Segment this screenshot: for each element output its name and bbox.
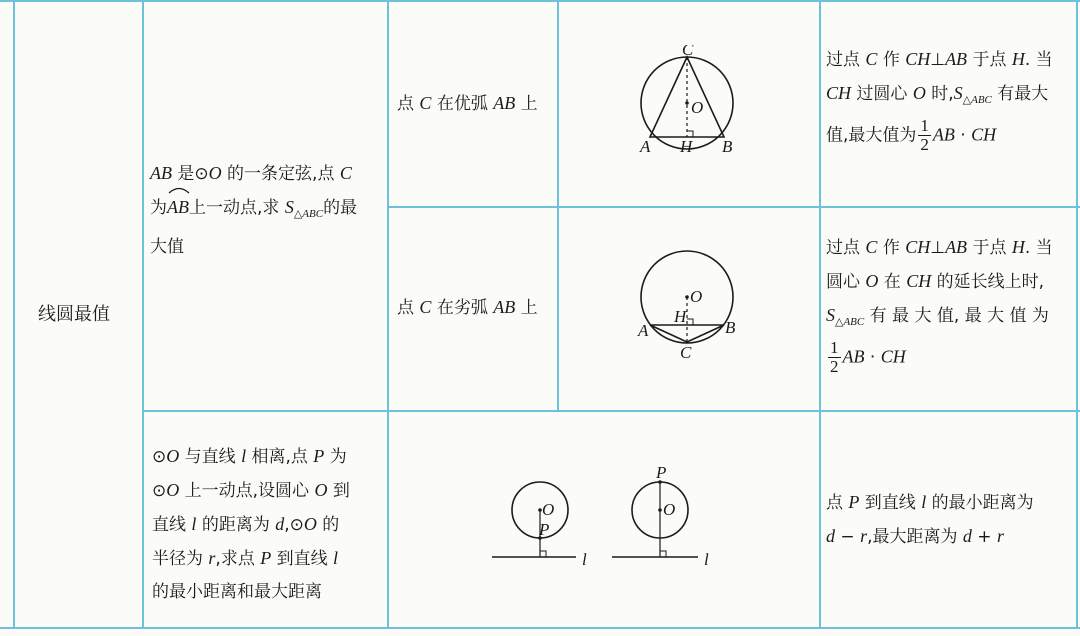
- column-divider: [387, 0, 389, 629]
- text-run: 在优弧: [431, 94, 494, 114]
- right-angle-mark: [660, 551, 666, 557]
- problem2-line: [152, 508, 386, 542]
- math-var: AB: [493, 297, 516, 317]
- math-subscript: △ABC: [293, 208, 324, 220]
- case2-condition: [397, 291, 538, 325]
- math-var: C: [419, 93, 432, 113]
- text-run: 时,: [925, 84, 954, 104]
- fraction: [828, 339, 841, 376]
- row-divider: [0, 0, 1080, 2]
- label-b: B: [722, 137, 733, 156]
- center-dot: [685, 101, 689, 105]
- label-p: P: [656, 463, 667, 482]
- label-a: A: [640, 137, 651, 156]
- result-line: [826, 339, 1076, 376]
- result-line: [826, 486, 1076, 520]
- math-var: CH: [971, 124, 997, 145]
- math-var: r: [996, 526, 1004, 546]
- result-line: [826, 43, 1076, 77]
- row-divider: [388, 206, 1080, 208]
- math-var: S: [953, 83, 963, 103]
- problem2-text: [152, 440, 386, 609]
- math-var: r: [208, 548, 216, 568]
- text-run: 作: [877, 50, 906, 70]
- column-divider: [819, 0, 821, 629]
- math-var: S: [284, 197, 294, 217]
- text-run: 上一动点,求: [189, 198, 285, 218]
- result-line: [826, 77, 1076, 117]
- category-text: 线圆最值: [38, 304, 110, 325]
- math-var: CH: [906, 271, 932, 291]
- text-run: ⊥: [930, 238, 946, 258]
- fraction: [918, 117, 931, 154]
- text-run: 的最小距离为: [926, 493, 1034, 513]
- problem1-text: [150, 157, 386, 264]
- text-run: ·: [864, 347, 881, 368]
- math-var: AB: [842, 346, 865, 367]
- math-var: C: [419, 297, 432, 317]
- math-var: O: [865, 271, 879, 291]
- math-var: C: [865, 237, 878, 257]
- text-run: 在劣弧: [431, 298, 494, 318]
- text-run: 的延长线上时,: [931, 272, 1045, 292]
- fraction-denominator: 2: [830, 357, 839, 376]
- fraction-numerator: 1: [830, 338, 839, 357]
- problem1-line: [150, 231, 386, 264]
- case1-result: [826, 43, 1076, 154]
- label-l: l: [582, 550, 587, 569]
- category-label: [38, 298, 110, 331]
- fraction-numerator: 1: [920, 116, 929, 135]
- arc-mark-icon: [167, 186, 191, 194]
- label-o: O: [691, 98, 704, 117]
- max-distance-figure: [610, 462, 720, 570]
- text-run: 相离,点: [246, 447, 314, 467]
- math-var: P: [313, 446, 325, 466]
- text-run: ⊙: [152, 481, 167, 501]
- math-var: P: [848, 492, 860, 512]
- text-run: 圆心: [826, 272, 866, 292]
- text-run: 有 最 大 值, 最 大 值 为: [864, 306, 1049, 326]
- result-line: [826, 265, 1076, 299]
- text-run: ⊥: [930, 50, 946, 70]
- result-line: [826, 520, 1076, 554]
- math-var: CH: [905, 237, 931, 257]
- text-run: +: [971, 527, 997, 547]
- math-var: C: [339, 163, 352, 183]
- text-run: 上: [515, 94, 538, 114]
- text-run: 到直线: [859, 493, 922, 513]
- text-run: 过点: [826, 50, 866, 70]
- label-c: C: [680, 343, 692, 361]
- text-run: 到直线: [271, 549, 334, 569]
- text-run: 的最: [323, 198, 358, 218]
- column-divider: [13, 0, 15, 629]
- math-var: H: [1011, 237, 1025, 257]
- min-distance-figure: [490, 478, 600, 570]
- text-run: . 当: [1024, 238, 1053, 258]
- math-subscript: △ABC: [835, 316, 865, 328]
- math-var: l: [333, 548, 339, 568]
- math-var: CH: [880, 346, 906, 367]
- math-var: AB: [167, 197, 189, 217]
- case2-result: [826, 231, 1076, 376]
- problem2-line: [152, 542, 386, 576]
- arc-ab: [167, 191, 189, 225]
- text-run: 是⊙: [172, 164, 209, 184]
- text-run: 的距离为: [196, 515, 276, 535]
- label-h: H: [680, 137, 693, 156]
- text-run: 于点: [967, 50, 1012, 70]
- text-run: 的一条定弦,点: [221, 164, 340, 184]
- math-subscript: △ABC: [962, 94, 992, 106]
- math-var: d: [962, 526, 972, 546]
- column-divider: [557, 0, 559, 411]
- math-var: d: [826, 526, 835, 546]
- math-var: O: [314, 480, 328, 500]
- text-run: ⊙: [152, 447, 167, 467]
- math-var: O: [303, 514, 317, 534]
- text-run: 点: [397, 94, 420, 114]
- result-line: [826, 117, 1076, 154]
- math-var: O: [166, 446, 180, 466]
- text-run: 点: [826, 493, 849, 513]
- label-c: C: [682, 45, 694, 59]
- label-o: O: [542, 500, 555, 519]
- math-var: C: [865, 49, 878, 69]
- math-var: l: [921, 492, 927, 512]
- center-dot: [685, 295, 689, 299]
- math-var: AB: [945, 237, 968, 257]
- fraction-denominator: 2: [920, 135, 929, 154]
- row-divider: [0, 627, 1080, 629]
- math-var: r: [860, 526, 868, 546]
- text-run: 与直线: [179, 447, 242, 467]
- text-run: 有最大: [991, 84, 1049, 104]
- math-var: O: [208, 163, 222, 183]
- text-run: 为: [324, 447, 347, 467]
- text-run: 的: [316, 515, 340, 535]
- label-o: O: [663, 500, 676, 519]
- text-run: ,⊙: [284, 515, 304, 535]
- math-var: d: [275, 514, 285, 534]
- text-run: 点: [397, 298, 420, 318]
- math-var: l: [191, 514, 197, 534]
- text-run: 值,最大值为: [826, 125, 917, 146]
- problem2-line: [152, 474, 386, 508]
- column-divider: [142, 0, 144, 629]
- text-run: 到: [327, 481, 350, 501]
- right-angle-mark: [687, 319, 693, 325]
- text-run: 作: [877, 238, 906, 258]
- math-var: AB: [493, 93, 516, 113]
- math-var: AB: [932, 124, 955, 145]
- math-var: H: [1011, 49, 1025, 69]
- math-var: S: [826, 305, 835, 325]
- problem1-line: [150, 191, 386, 231]
- center-dot: [658, 508, 662, 512]
- case1-condition: [397, 87, 538, 121]
- label-p: P: [539, 520, 550, 539]
- text-run: ,最大距离为: [867, 527, 963, 547]
- label-l: l: [704, 550, 709, 569]
- text-run: 于点: [967, 238, 1012, 258]
- label-a: A: [638, 321, 649, 340]
- text-run: 上: [515, 298, 538, 318]
- text-run: 过圆心: [851, 84, 913, 104]
- text-run: ,求点: [215, 549, 261, 569]
- text-run: 过点: [826, 238, 866, 258]
- case1-figure: [630, 45, 750, 157]
- right-angle-mark: [540, 551, 546, 557]
- text-run: −: [835, 527, 861, 547]
- math-var: l: [241, 446, 247, 466]
- math-var: O: [912, 83, 926, 103]
- text-run: . 当: [1024, 50, 1053, 70]
- text-run: 为: [150, 198, 167, 218]
- problem2-result: [826, 486, 1076, 554]
- text-run: 在: [878, 272, 907, 292]
- math-var: CH: [905, 49, 931, 69]
- result-line: [826, 299, 1076, 339]
- row-divider: [143, 410, 1080, 412]
- math-var: O: [166, 480, 180, 500]
- text-run: ·: [954, 125, 972, 146]
- case2-figure: [630, 245, 750, 361]
- problem2-line: [152, 576, 386, 609]
- math-var: AB: [150, 163, 172, 183]
- text-run: 上一动点,设圆心: [179, 481, 315, 501]
- label-b: B: [725, 318, 736, 337]
- text-run: 的最小距离和最大距离: [152, 582, 322, 602]
- text-run: 大值: [150, 237, 184, 257]
- result-line: [826, 231, 1076, 265]
- column-divider: [1076, 0, 1078, 629]
- math-var: AB: [945, 49, 968, 69]
- label-o: O: [690, 287, 703, 306]
- math-var: P: [260, 548, 272, 568]
- problem2-line: [152, 440, 386, 474]
- text-run: 半径为: [152, 549, 209, 569]
- text-run: 直线: [152, 515, 192, 535]
- math-var: CH: [826, 83, 852, 103]
- label-h: H: [674, 307, 687, 326]
